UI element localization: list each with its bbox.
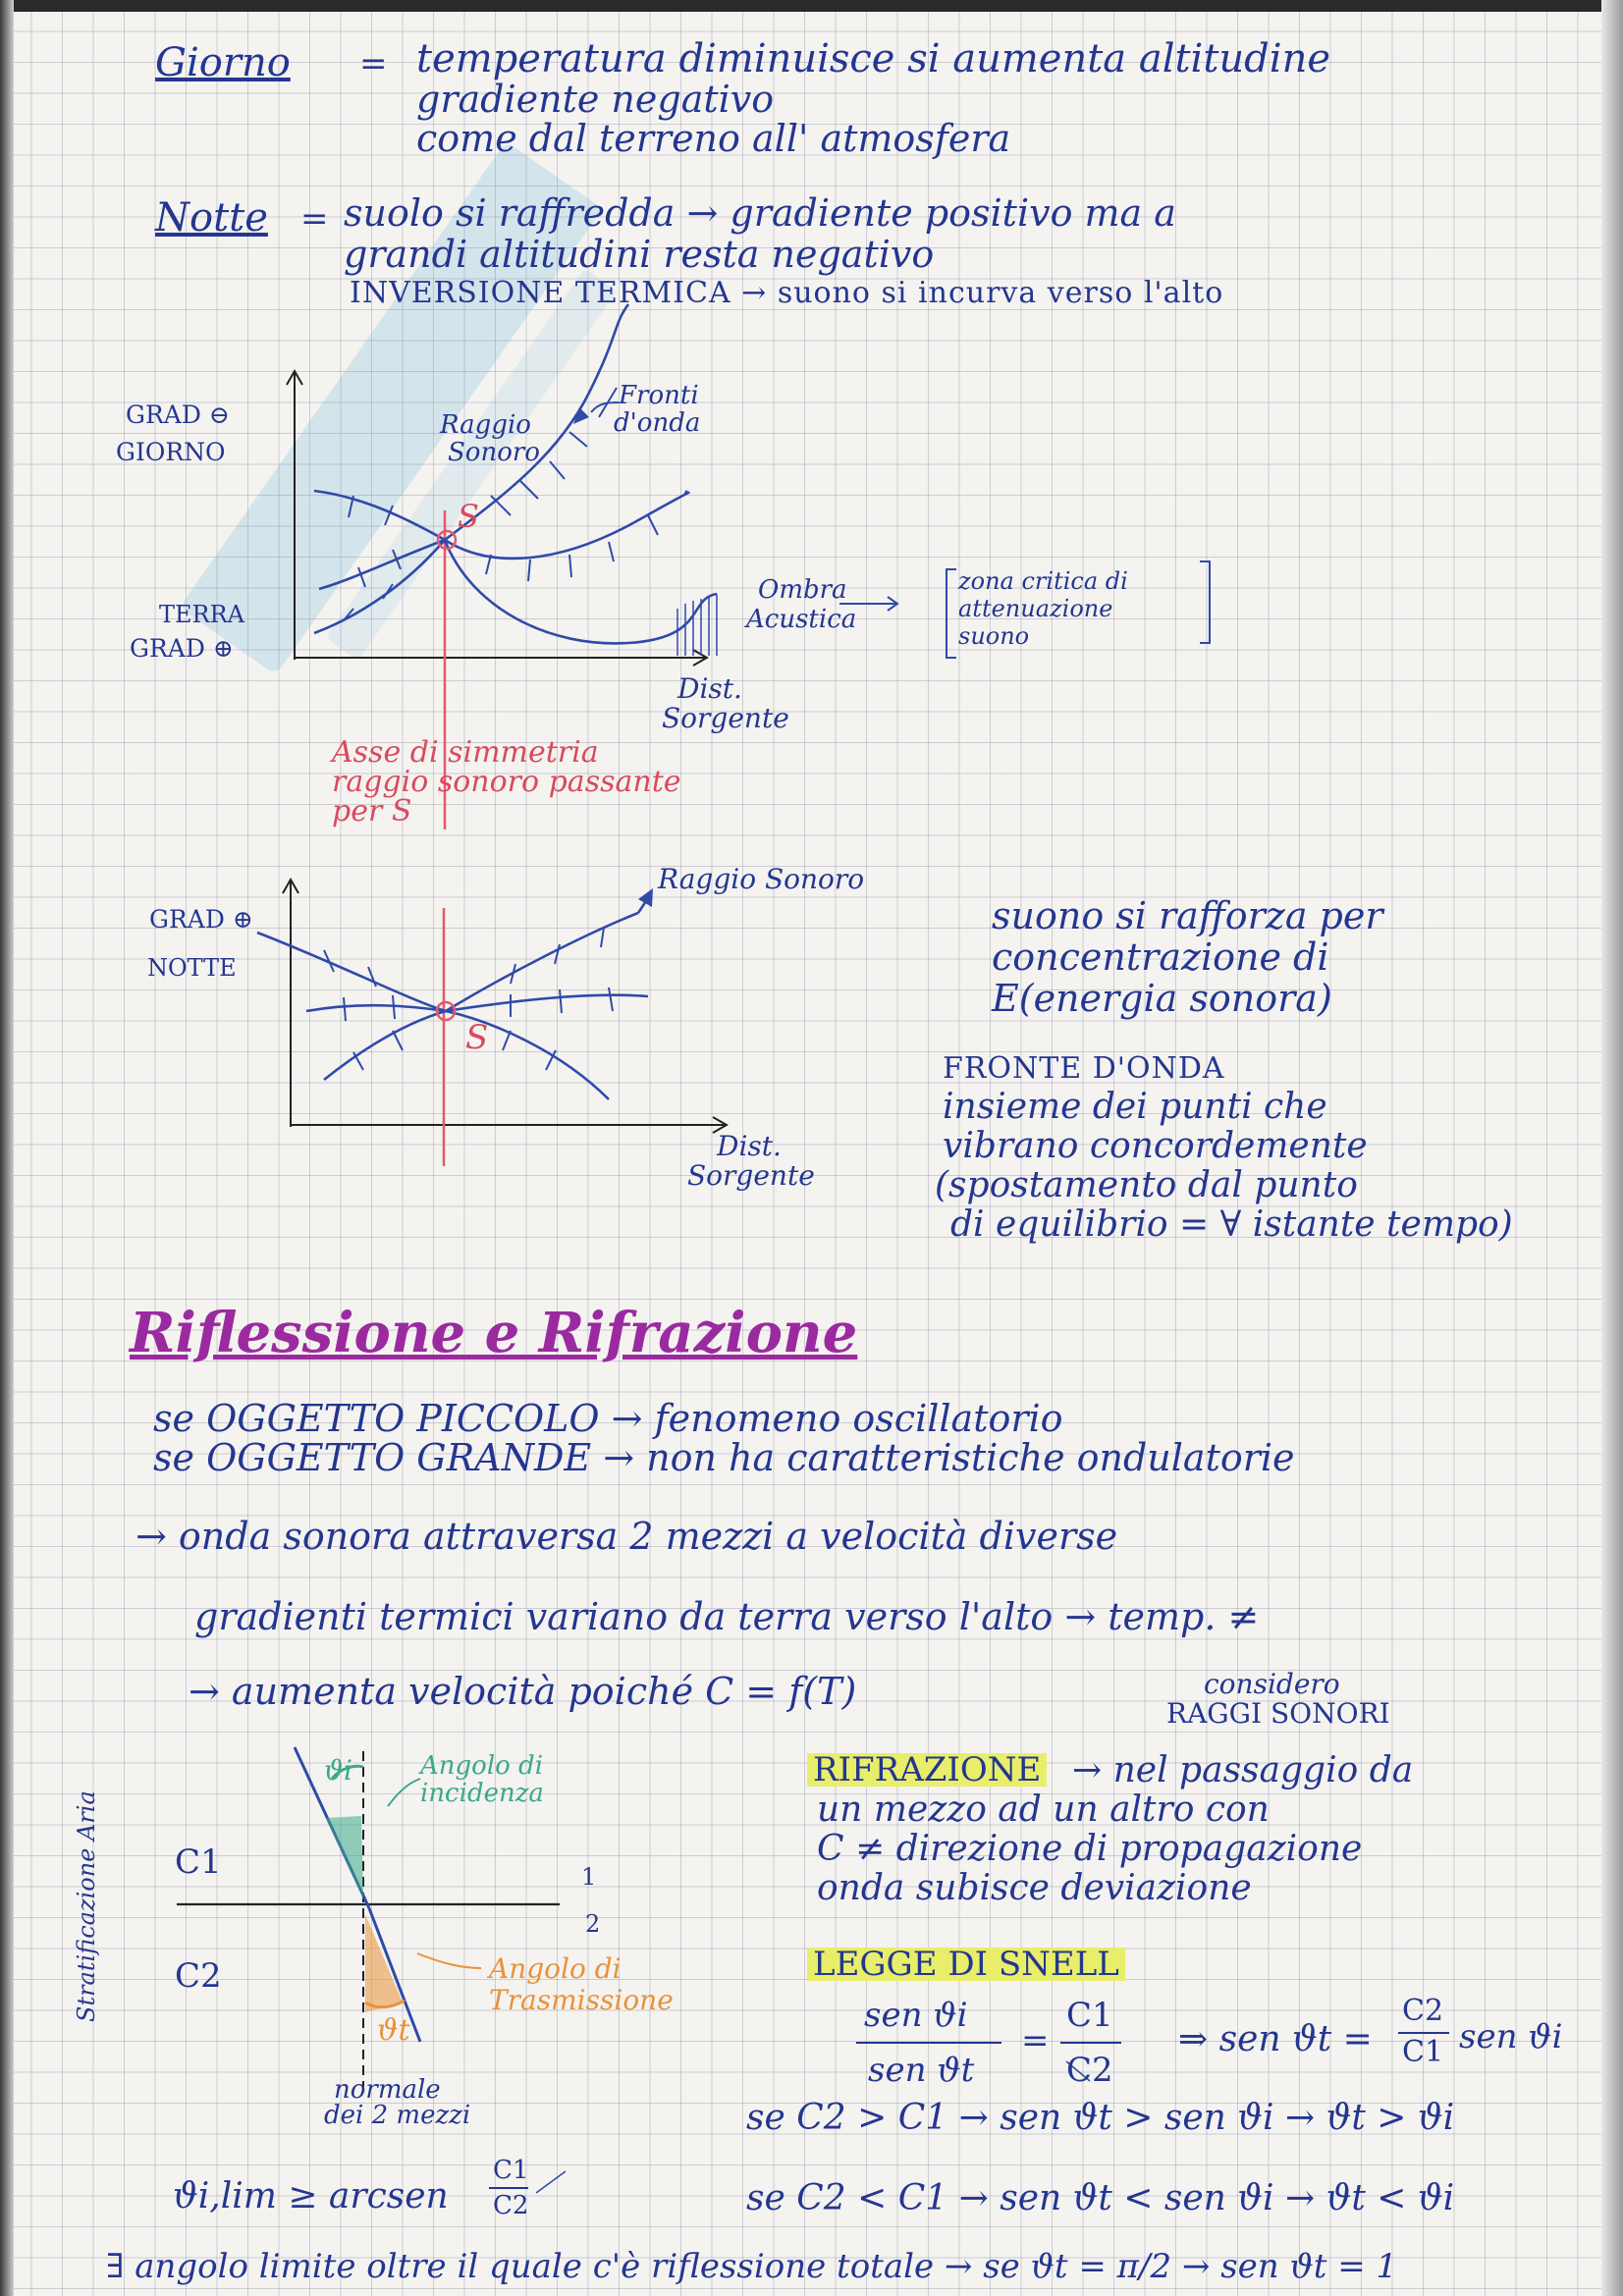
side-note-line-1: suono si rafforza per [992, 894, 1383, 937]
notte-line-1: suolo si raffredda → gradiente positivo ma a [344, 191, 1176, 235]
limit-angle-text: ϑi,lim ≥ arcsen [173, 2176, 449, 2216]
medium-1-label: 1 [581, 1863, 597, 1891]
d1-zona-line-3: suono [958, 622, 1030, 650]
limit-den: C2 [493, 2191, 529, 2220]
s2-line-2: se OGGETTO GRANDE → non ha caratteristiche ondulatorie [153, 1436, 1295, 1479]
theta-i-label: ϑi [324, 1754, 352, 1787]
d1-zona-line-1: zona critica di [958, 567, 1128, 595]
snell-implies: ⇒ sen ϑt = [1178, 2019, 1373, 2059]
d1-ylabel-bottom-2: GRAD ⊕ [130, 634, 234, 663]
d1-ylabel-top-1: GRAD ⊖ [126, 400, 230, 429]
notte-line-3: INVERSIONE TERMICA → suono si incurva verso l'alto [350, 276, 1224, 310]
d2-source-label: S [465, 1018, 489, 1057]
snell-c-den: C2 [1066, 2051, 1113, 2090]
d1-sonoro-label: Sonoro [448, 438, 540, 467]
snell-sen-i: sen ϑi [1459, 2017, 1563, 2056]
s2-line-4: gradienti termici variano da terra verso l'alto → temp. ≠ [194, 1595, 1260, 1638]
d1-ombra-label: Ombra [758, 575, 847, 605]
giorno-line-2: gradiente negativo [416, 78, 775, 121]
total-reflection-line: ∃ angolo limite oltre il quale c'è riflessione totale → se ϑt = π/2 → sen ϑt = 1 [106, 2247, 1398, 2286]
fronte-title: FRONTE D'ONDA [943, 1051, 1225, 1086]
considero-line-2: RAGGI SONORI [1166, 1697, 1390, 1730]
snell-c2-num: C2 [1402, 1994, 1444, 2028]
snell-c-frac-line [1060, 2042, 1121, 2044]
snell-den: sen ϑt [868, 2051, 975, 2090]
d1-asse-line-1: Asse di simmetria [332, 735, 599, 770]
d1-asse-line-3: per S [332, 794, 412, 828]
limit-frac-line [489, 2187, 528, 2189]
angolo-trasmissione-line-2: Trasmissione [489, 1984, 674, 2016]
considero-line-1: considero [1204, 1668, 1340, 1700]
medium-2-label: 2 [585, 1910, 601, 1938]
d2-xlabel-2: Sorgente [687, 1159, 815, 1192]
snell-equals: = [1021, 2021, 1050, 2060]
snell-num: sen ϑi [864, 1996, 968, 2035]
d1-ylabel-bottom-1: TERRA [159, 601, 244, 628]
rifrazione-line-1: → nel passaggio da [1072, 1750, 1414, 1790]
fronte-line-2: vibrano concordemente [943, 1126, 1368, 1166]
s2-line-3: → onda sonora attraversa 2 mezzi a velocità diverse [135, 1515, 1118, 1558]
side-note-line-3: E(energia sonora) [992, 977, 1332, 1020]
stratificazione-label: Stratificazione Aria [73, 1790, 100, 2022]
angolo-trasmissione-line-1: Angolo di [489, 1952, 622, 1985]
fronte-line-1: insieme dei punti che [943, 1087, 1327, 1127]
notte-line-2: grandi altitudini resta negativo [344, 233, 935, 276]
snell-condition-1: se C2 > C1 → sen ϑt > sen ϑi → ϑt > ϑi [746, 2098, 1455, 2138]
normale-line-1: normale [334, 2075, 441, 2105]
d2-ylabel-1: GRAD ⊕ [149, 905, 253, 934]
giorno-equals: = [359, 44, 388, 83]
d2-raggio-label: Raggio Sonoro [658, 863, 865, 895]
d1-xlabel-1: Dist. [677, 672, 742, 705]
angolo-incidenza-line-2: incidenza [420, 1779, 544, 1808]
angolo-incidenza-line-1: Angolo di [420, 1751, 544, 1781]
d2-ylabel-2: NOTTE [147, 954, 237, 982]
giorno-line-3: come dal terreno all' atmosfera [416, 117, 1011, 160]
limit-num: C1 [493, 2156, 529, 2185]
normale-line-2: dei 2 mezzi [324, 2101, 471, 2130]
c2-label: C2 [175, 1956, 222, 1996]
rifrazione-line-4: onda subisce deviazione [817, 1868, 1252, 1908]
snell-c2-frac-line [1398, 2032, 1449, 2034]
rifrazione-line-2: un mezzo ad un altro con [817, 1789, 1270, 1830]
giorno-line-1: temperatura diminuisce si aumenta altitudine [416, 36, 1331, 81]
snell-c-num: C1 [1066, 1996, 1113, 2035]
fronte-line-3: (spostamento dal punto [935, 1165, 1358, 1205]
d1-source-label: S [458, 498, 479, 535]
d1-ylabel-top-2: GIORNO [116, 438, 226, 466]
s2-line-5: → aumenta velocità poiché C = f(T) [189, 1670, 857, 1713]
d1-zona-line-2: attenuazione [958, 595, 1113, 622]
snell-condition-2: se C2 < C1 → sen ϑt < sen ϑi → ϑt < ϑi [746, 2178, 1455, 2218]
d1-xlabel-2: Sorgente [662, 702, 789, 734]
fronte-line-4: di equilibrio = ∀ istante tempo) [950, 1204, 1513, 1245]
rifrazione-line-3: C ≠ direzione di propagazione [817, 1829, 1363, 1869]
d1-asse-line-2: raggio sonoro passante [332, 765, 681, 799]
snell-title: LEGGE DI SNELL [807, 1948, 1125, 1981]
d1-raggio-label: Raggio [440, 410, 531, 440]
snell-frac-line [856, 2042, 1001, 2044]
theta-t-label: ϑt [377, 2013, 410, 2048]
s2-line-1: se OGGETTO PICCOLO → fenomeno oscillatorio [153, 1397, 1063, 1440]
side-note-line-2: concentrazione di [992, 935, 1329, 979]
rifrazione-title: RIFRAZIONE [807, 1753, 1047, 1787]
d2-xlabel-1: Dist. [717, 1130, 782, 1162]
d1-acustica-label: Acustica [746, 605, 857, 634]
snell-c2-den: C1 [1402, 2035, 1444, 2069]
section-title-riflessione: Riflessione e Rifrazione [130, 1301, 858, 1365]
giorno-label: Giorno [155, 40, 291, 85]
d1-fronti-label: Fronti [619, 381, 699, 410]
notte-label: Notte [155, 195, 268, 240]
d1-donda-label: d'onda [614, 408, 701, 438]
notte-equals: = [300, 199, 329, 239]
c1-label: C1 [175, 1842, 222, 1882]
